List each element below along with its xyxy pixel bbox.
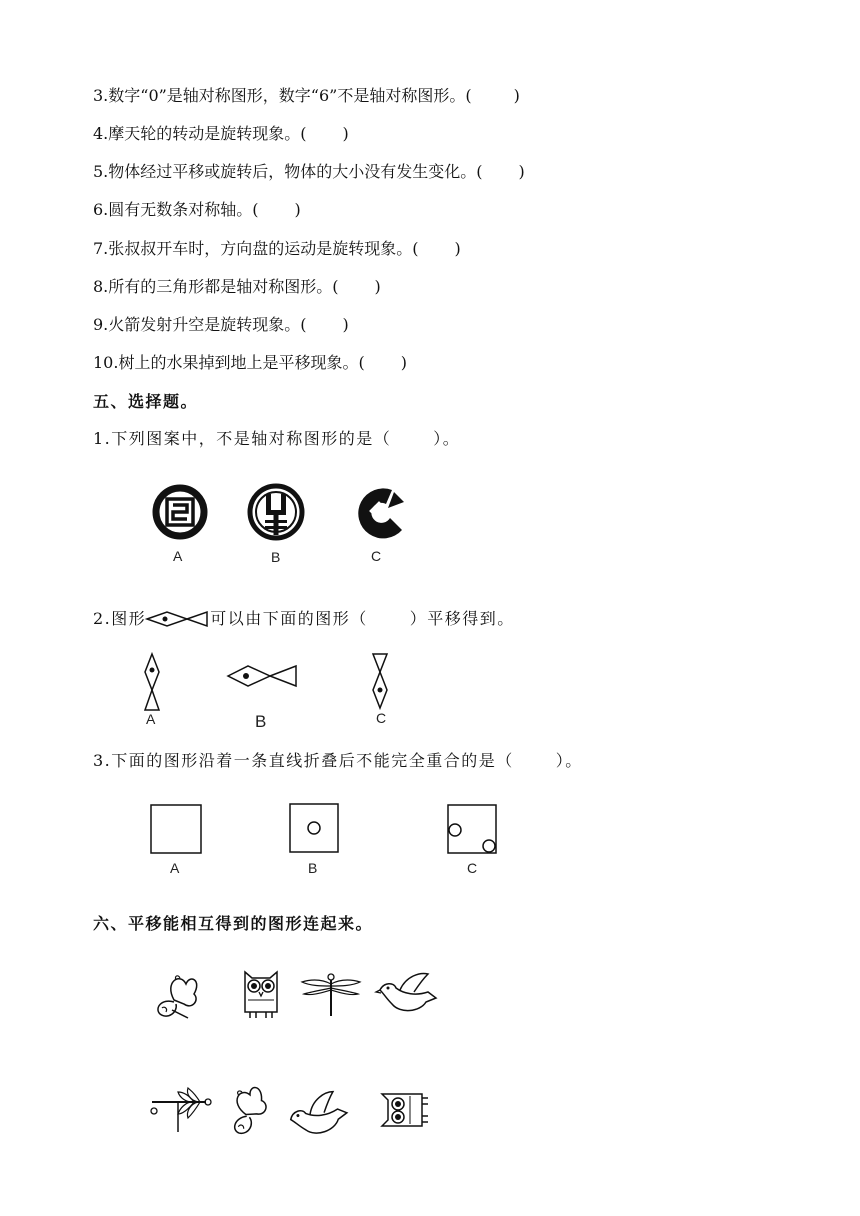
fish-shape-a-vertical — [143, 652, 161, 712]
judgement-item-9: 9.火箭发射升空是旋转现象。( ) — [93, 315, 349, 334]
question-3: 3.下面的图形沿着一条直线折叠后不能完全重合的是（ ）。 — [93, 751, 583, 770]
q3-option-b-label: B — [308, 860, 318, 876]
judgement-item-5: 5.物体经过平移或旋转后，物体的大小没有发生变化。( ) — [93, 162, 525, 181]
dragonfly-icon — [300, 972, 362, 1018]
judgement-item-3: 3.数字“0”是轴对称图形，数字“6”不是轴对称图形。( ) — [93, 86, 520, 105]
butterfly-icon-rotated — [220, 1084, 272, 1136]
dragonfly-icon-rotated — [150, 1088, 212, 1134]
fish-shape-inline — [145, 611, 209, 627]
butterfly-icon — [150, 970, 202, 1022]
square-center-circle-b — [289, 803, 339, 853]
bank-logo-a — [150, 482, 210, 542]
judgement-item-4: 4.摩天轮的转动是旋转现象。( ) — [93, 124, 349, 143]
square-plain-a — [150, 804, 202, 854]
judgement-item-6: 6.圆有无数条对称轴。( ) — [93, 200, 301, 219]
q1-option-c-label: C — [371, 548, 382, 564]
square-corner-circles-c — [447, 804, 497, 854]
fish-shape-c-vertical — [371, 652, 389, 712]
judgement-item-7: 7.张叔叔开车时，方向盘的运动是旋转现象。( ) — [93, 239, 461, 258]
bank-logo-b — [244, 480, 308, 544]
q1-option-a-label: A — [173, 548, 183, 564]
q3-option-a-label: A — [170, 860, 180, 876]
fish-shape-b — [226, 664, 298, 688]
judgement-item-10: 10.树上的水果掉到地上是平移现象。( ) — [93, 353, 407, 372]
owl-icon-rotated — [378, 1090, 430, 1130]
q3-option-c-label: C — [467, 860, 478, 876]
question-1: 1.下列图案中，不是轴对称图形的是（ ）。 — [93, 429, 461, 448]
owl-icon — [242, 968, 280, 1020]
q2-option-a-label: A — [146, 711, 156, 727]
q1-option-b-label: B — [271, 549, 281, 565]
section6-title: 六、平移能相互得到的图形连起来。 — [93, 914, 374, 933]
bank-logo-c — [350, 482, 410, 542]
q2-option-b-label: B — [255, 712, 267, 731]
section5-title: 五、选择题。 — [93, 392, 199, 411]
dove-icon-rotated — [286, 1088, 352, 1138]
q2-option-c-label: C — [376, 710, 387, 726]
dove-icon — [376, 970, 440, 1018]
question-2: 2.图形 可以由下面的图形（ ）平移得到。 — [93, 609, 515, 628]
judgement-item-8: 8.所有的三角形都是轴对称图形。( ) — [93, 277, 381, 296]
